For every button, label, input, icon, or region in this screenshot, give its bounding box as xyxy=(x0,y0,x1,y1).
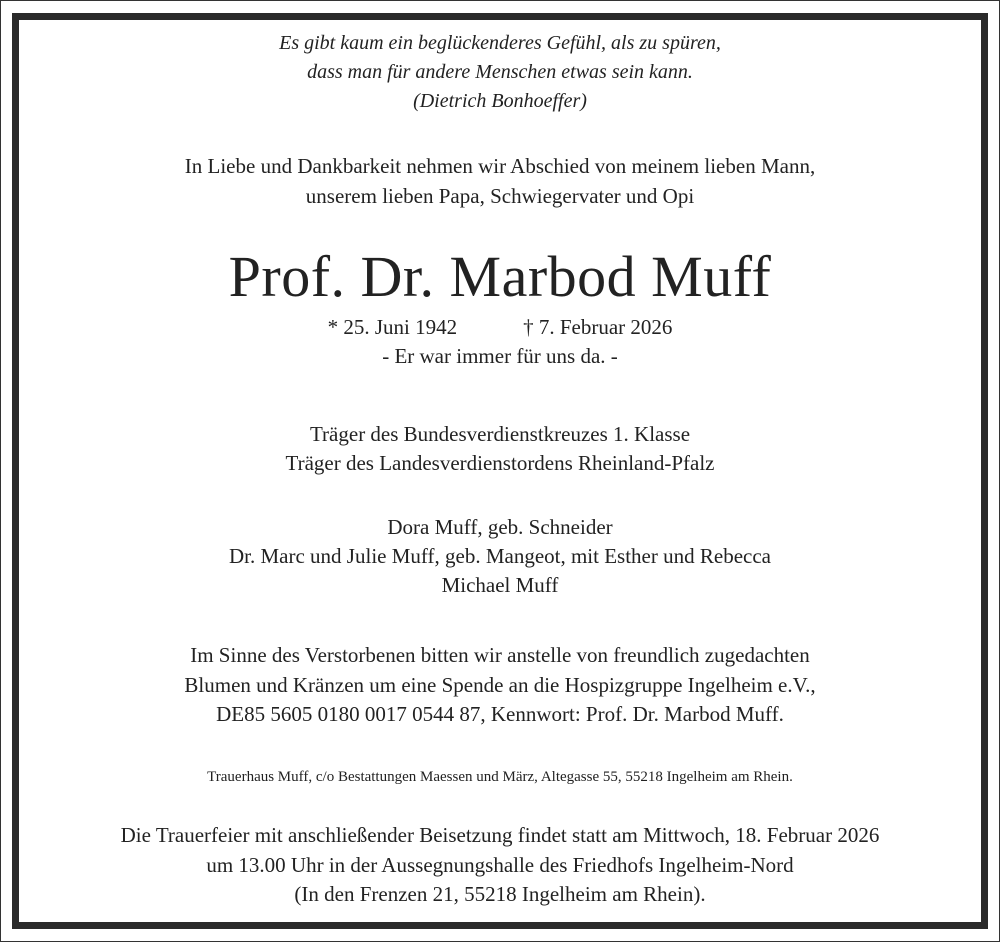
funeral-line: Die Trauerfeier mit anschließender Beisetzung findet statt am Mittwoch, 18. Februar 2026 xyxy=(120,823,880,847)
deceased-name: Prof. Dr. Marbod Muff xyxy=(228,244,772,309)
motto: - Er war immer für uns da. - xyxy=(382,344,618,368)
family-line: Dora Muff, geb. Schneider xyxy=(387,515,613,539)
dates xyxy=(0,317,1000,338)
quote-author: (Dietrich Bonhoeffer) xyxy=(413,90,587,112)
funeral-line: (In den Frenzen 21, 55218 Ingelheim am Rhein). xyxy=(294,882,706,906)
family-line: Michael Muff xyxy=(441,573,559,597)
family-line: Dr. Marc und Julie Muff, geb. Mangeot, mit Esther und Rebecca xyxy=(229,544,771,568)
donation-line: Im Sinne des Verstorbenen bitten wir anstelle von freundlich zugedachten xyxy=(190,643,810,667)
quote-line: dass man für andere Menschen etwas sein kann. xyxy=(307,61,693,83)
intro-line: unserem lieben Papa, Schwiegervater und Opi xyxy=(305,184,695,208)
honor-line: Träger des Landesverdienstordens Rheinland-Pfalz xyxy=(285,451,715,475)
death-date: † 7. Februar 2026 xyxy=(523,315,673,339)
honor-line: Träger des Bundesverdienstkreuzes 1. Klasse xyxy=(309,422,691,446)
funeral-line: um 13.00 Uhr in der Aussegnungshalle des Friedhofs Ingelheim-Nord xyxy=(206,853,794,877)
intro-line: In Liebe und Dankbarkeit nehmen wir Abschied von meinem lieben Mann, xyxy=(184,154,816,178)
birth-date: * 25. Juni 1942 xyxy=(327,315,458,339)
mourning-address: Trauerhaus Muff, c/o Bestattungen Maessen und März, Altegasse 55, 55218 Ingelheim am Rhein. xyxy=(207,769,793,785)
donation-line: Blumen und Kränzen um eine Spende an die Hospizgruppe Ingelheim e.V., xyxy=(184,673,816,697)
quote-line: Es gibt kaum ein beglückenderes Gefühl, als zu spüren, xyxy=(279,32,721,54)
donation-line: DE85 5605 0180 0017 0544 87, Kennwort: Prof. Dr. Marbod Muff. xyxy=(216,702,784,726)
